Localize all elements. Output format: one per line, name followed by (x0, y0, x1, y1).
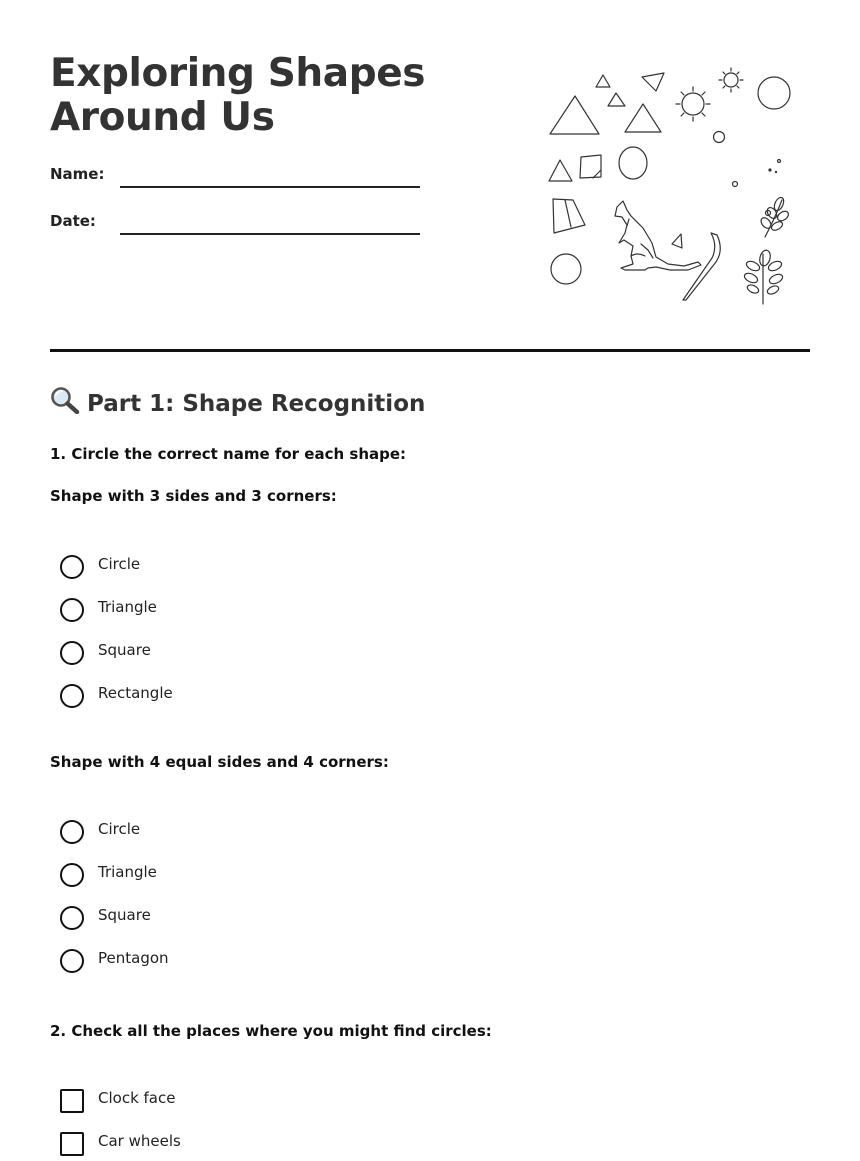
option-label: Clock face (98, 1089, 176, 1107)
q1b-option-pentagon[interactable] (60, 949, 460, 975)
header-divider (50, 349, 810, 352)
triangle-medium-icon (625, 104, 661, 132)
question-2-prompt: 2. Check all the places where you might find circles: (50, 1022, 492, 1040)
sun-icon (676, 87, 710, 121)
option-label: Triangle (98, 863, 157, 881)
question-1-prompt: 1. Circle the correct name for each shape: (50, 445, 407, 463)
radio-button[interactable] (60, 684, 84, 708)
magnifying-glass-icon (50, 386, 80, 414)
triangle-left-icon (549, 160, 572, 181)
date-field (50, 207, 420, 237)
option-label: Rectangle (98, 684, 173, 702)
q1b-option-circle[interactable] (60, 820, 460, 846)
option-label: Square (98, 906, 151, 924)
option-label: Car wheels (98, 1132, 181, 1150)
radio-button[interactable] (60, 906, 84, 930)
radio-button[interactable] (60, 863, 84, 887)
triangle-small-icon (596, 75, 610, 87)
name-field (50, 160, 420, 190)
radio-button[interactable] (60, 555, 84, 579)
q2-option-car-wheels[interactable] (60, 1132, 460, 1158)
radio-button[interactable] (60, 598, 84, 622)
q1a-option-circle[interactable] (60, 555, 460, 581)
q2-option-clock-face[interactable] (60, 1089, 460, 1115)
name-label: Name: (50, 165, 105, 183)
q1b-option-triangle[interactable] (60, 863, 460, 889)
leaf-sprig-icon (759, 196, 790, 237)
option-label: Circle (98, 820, 141, 838)
circle-left-icon (551, 254, 581, 284)
triangle-small-icon-2 (608, 93, 625, 106)
boomerang-icon (683, 233, 720, 300)
part1-heading (50, 386, 425, 417)
date-label: Date: (50, 212, 96, 230)
q1a-option-rectangle[interactable] (60, 684, 460, 710)
triangle-large-icon (550, 96, 599, 134)
question-1a-prompt: Shape with 3 sides and 3 corners: (50, 487, 337, 505)
square-icon (580, 155, 601, 178)
oval-icon (619, 147, 647, 179)
small-sun-icon (719, 68, 743, 92)
date-write-line[interactable] (120, 233, 420, 235)
part1-heading-text: Part 1: Shape Recognition (87, 391, 426, 417)
q1a-option-square[interactable] (60, 641, 460, 667)
option-label: Square (98, 641, 151, 659)
checkbox[interactable] (60, 1089, 84, 1113)
title-line-1: Exploring Shapes (50, 51, 426, 96)
triangle-inverted-icon (642, 73, 664, 91)
circle-small-icon (714, 132, 725, 143)
q1b-option-square[interactable] (60, 906, 460, 932)
worksheet-title (50, 52, 425, 140)
title-line-2: Around Us (50, 95, 275, 140)
radio-button[interactable] (60, 820, 84, 844)
shard-icon (672, 234, 682, 248)
option-label: Triangle (98, 598, 157, 616)
q1a-option-triangle[interactable] (60, 598, 460, 624)
circle-large-icon (758, 77, 790, 109)
shapes-illustration (540, 62, 800, 312)
kangaroo-icon (615, 201, 701, 270)
name-write-line[interactable] (120, 186, 420, 188)
option-label: Pentagon (98, 949, 169, 967)
option-label: Circle (98, 555, 141, 573)
radio-button[interactable] (60, 949, 84, 973)
question-1b-prompt: Shape with 4 equal sides and 4 corners: (50, 753, 389, 771)
leaf-branch-icon (743, 249, 784, 304)
radio-button[interactable] (60, 641, 84, 665)
checkbox[interactable] (60, 1132, 84, 1156)
